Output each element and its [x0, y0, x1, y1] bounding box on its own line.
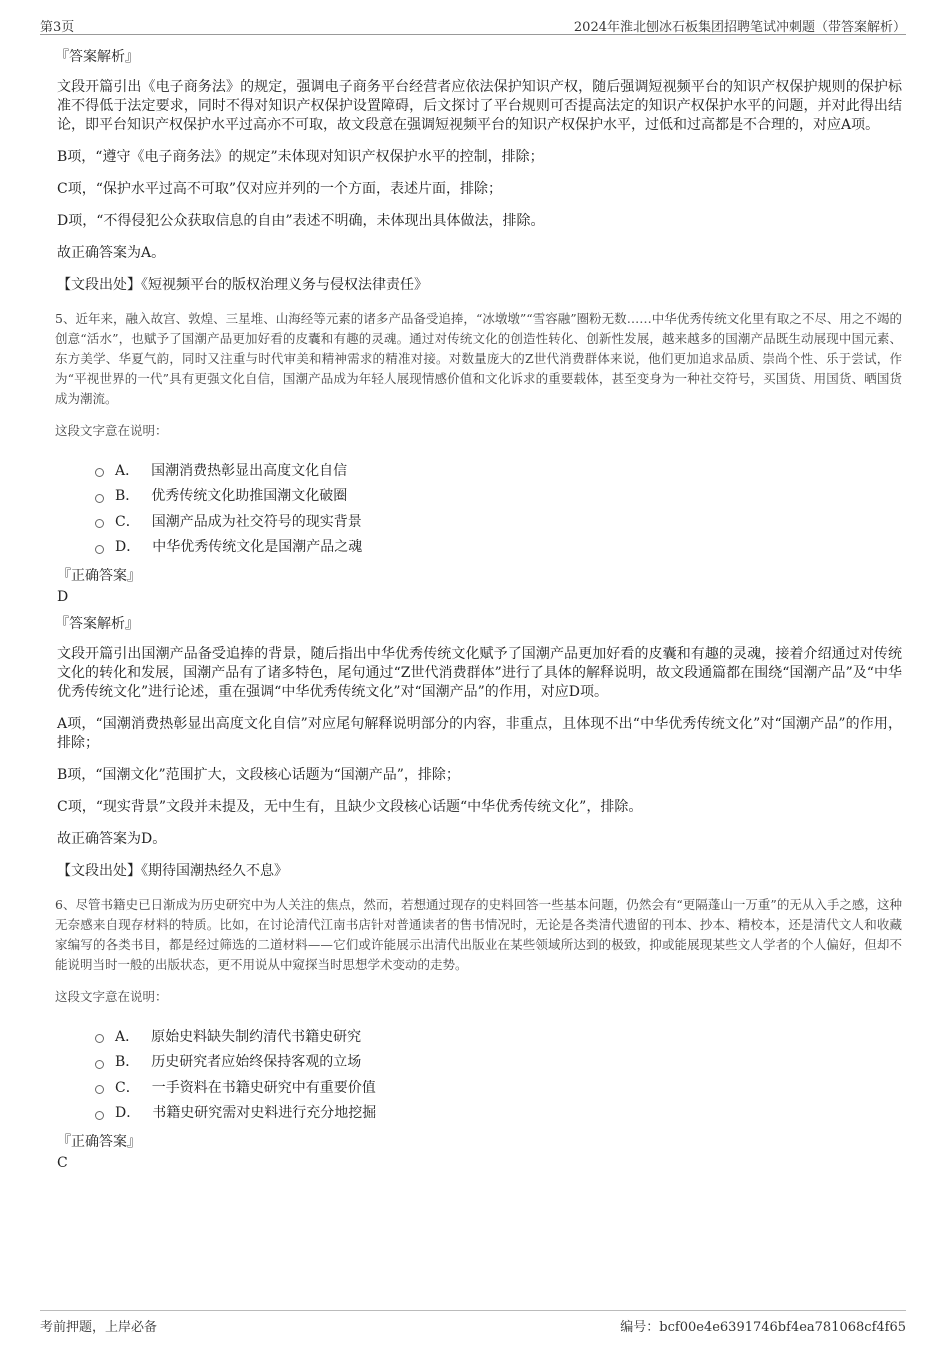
q5-analysis: 文段开篇引出国潮产品备受追捧的背景，随后指出中华优秀传统文化赋予了国潮产品更加好看的皮囊和有趣的灵魂，接着介绍通过对传统文化的转化和发展，国潮产品有了诸多特色，尾句通过“Z世代消费群体”进行了具体的解释说明，故文段通篇都在围绕“国潮产品”及“中华优秀传统文化”进行论述，重在强调“中华优秀传统文化”对“国潮产品”的作用，对应D项。 — [57, 646, 902, 700]
q6-stem: 6、尽管书籍史已日渐成为历史研究中为人关注的焦点，然而，若想通过现存的史料回答一些基本问题，仍然会有“更隔蓬山一万重”的无从入手之感，这种无奈感来自现存材料的特质。比如，在讨论清代江南书店针对普通读者的售书情况时，无论是各类清代遗留的刊本、抄本、精校本，还是清代文人和收藏家编写的各类书目，都是经过筛选的二道材料——它们或许能展示出清代出版业在某些领域所达到的极致，抑或能展现某些文人学者的个人偏好，但却不能说明当时一般的出版状态，更不用说从中窥探当时思想学术变动的走势。 — [55, 897, 902, 972]
q6-prompt: 这段文字意在说明： — [55, 989, 168, 1004]
q5-option-b[interactable]: B． 优秀传统文化助推国潮文化破圈 — [95, 483, 902, 509]
q6-option-c[interactable]: C． 一手资料在书籍史研究中有重要价值 — [95, 1074, 902, 1100]
q5-analysis-label: 『答案解析』 — [55, 616, 139, 632]
footer-slogan: 考前押题，上岸必备 — [40, 1320, 158, 1335]
radio-icon[interactable] — [95, 1085, 104, 1094]
q6-option-a[interactable]: A． 原始史料缺失制约清代书籍史研究 — [95, 1023, 902, 1049]
radio-icon[interactable] — [95, 1111, 104, 1120]
q5-prompt: 这段文字意在说明： — [55, 423, 168, 438]
q4-conclusion: 故正确答案为A。 — [57, 245, 166, 261]
q4-option-b-note: B项，“遵守《电子商务法》的规定”未体现对知识产权保护水平的控制，排除； — [57, 149, 544, 165]
q5-option-c-note: C项，“现实背景”文段并未提及，无中生有，且缺少文段核心话题“中华优秀传统文化”，排除。 — [57, 799, 643, 815]
q5-option-b-note: B项，“国潮文化”范围扩大，文段核心话题为“国潮产品”，排除； — [57, 767, 460, 783]
q5-options — [95, 457, 902, 559]
q4-option-d-note: D项，“不得侵犯公众获取信息的自由”表述不明确，未体现出具体做法，排除。 — [57, 213, 545, 229]
document-title: 2024年淮北刨冰石板集团招聘笔试冲刺题（带答案解析） — [573, 20, 906, 35]
page-footer — [40, 1310, 906, 1335]
page-header — [40, 14, 906, 35]
document-body — [55, 40, 902, 1175]
q5-option-a-note: A项，“国潮消费热彰显出高度文化自信”对应尾句解释说明部分的内容，非重点，且体现不出“中华优秀传统文化”对“国潮产品”的作用，排除； — [57, 716, 902, 751]
page-number: 第3页 — [40, 20, 75, 35]
q5-stem: 5、近年来，融入故宫、敦煌、三星堆、山海经等元素的诸多产品备受追捧，“冰墩墩”“雪容融”圈粉无数……中华优秀传统文化里有取之不尽、用之不竭的创意“活水”，也赋予了国潮产品更加好看的皮囊和有趣的灵魂。通过对传统文化的创造性转化、创新性发展，越来越多的国潮产品既生动展现中国元素、东方美学、华夏气韵，同时又注重与时代审美和精神需求的精准对接。对数量庞大的Z世代消费群体来说，他们更加追求品质、崇尚个性、乐于尝试，作为“平视世界的一代”具有更强文化自信，国潮产品成为年轻人展现情感价值和文化诉求的重要载体，甚至变身为一种社交符号，买国货、用国货、晒国货成为潮流。 — [55, 311, 902, 406]
document-id: 编号：bcf00e4e6391746bf4ea781068cf4f65 — [620, 1320, 906, 1335]
radio-icon[interactable] — [95, 1034, 104, 1043]
q6-answer-label: 『正确答案』 — [57, 1134, 141, 1150]
q5-option-a[interactable]: A． 国潮消费热彰显出高度文化自信 — [95, 457, 902, 483]
q5-source: 【文段出处】《期待国潮热经久不息》 — [57, 863, 288, 879]
radio-icon[interactable] — [95, 494, 104, 503]
q6-option-b[interactable]: B． 历史研究者应始终保持客观的立场 — [95, 1049, 902, 1075]
q5-answer-label: 『正确答案』 — [57, 568, 141, 584]
q4-analysis-label: 『答案解析』 — [55, 49, 139, 65]
q4-source: 【文段出处】《短视频平台的版权治理义务与侵权法律责任》 — [57, 277, 428, 293]
radio-icon[interactable] — [95, 545, 104, 554]
q5-answer: D — [57, 589, 69, 605]
q6-option-d[interactable]: D． 书籍史研究需对史料进行充分地挖掘 — [95, 1100, 902, 1126]
q5-conclusion: 故正确答案为D。 — [57, 831, 167, 847]
radio-icon[interactable] — [95, 468, 104, 477]
q6-answer: C — [57, 1155, 68, 1171]
q5-option-c[interactable]: C． 国潮产品成为社交符号的现实背景 — [95, 508, 902, 534]
q4-analysis: 文段开篇引出《电子商务法》的规定，强调电子商务平台经营者应依法保护知识产权，随后强调短视频平台的知识产权保护规则的保护标准不得低于法定要求，同时不得对知识产权保护设置障碍，后文探讨了平台规则可否提高法定的知识产权保护水平的问题，并对此得出结论，即平台知识产权保护水平过高亦不可取，故文段意在强调短视频平台的知识产权保护水平，过低和过高都是不合理的，对应A项。 — [57, 79, 902, 133]
q5-option-d[interactable]: D． 中华优秀传统文化是国潮产品之魂 — [95, 534, 902, 560]
q4-option-c-note: C项，“保护水平过高不可取”仅对应并列的一个方面，表述片面，排除； — [57, 181, 503, 197]
radio-icon[interactable] — [95, 1060, 104, 1069]
radio-icon[interactable] — [95, 519, 104, 528]
q6-options — [95, 1023, 902, 1125]
